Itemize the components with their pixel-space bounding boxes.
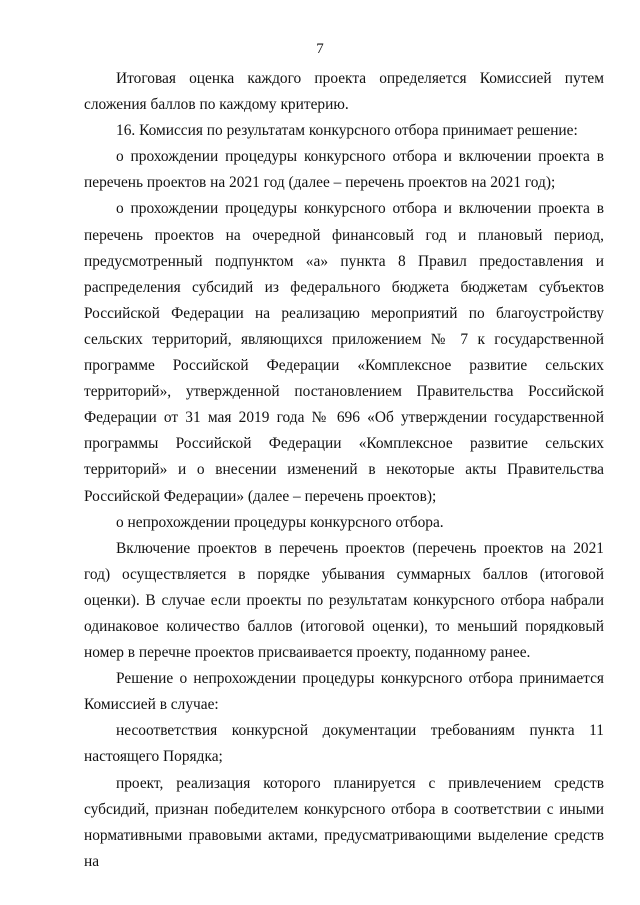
page-number: 7 bbox=[316, 41, 324, 57]
paragraph-item-16: 16. Комиссия по результатам конкурсного отбора принимает решение: bbox=[116, 122, 578, 140]
document-body bbox=[84, 66, 604, 875]
paragraph-inclusion-order: Включение проектов в перечень проектов (перечень проектов на 2021 год) осуществляется в порядке убывания суммарных баллов (итоговой оценки). В случае если проекты по результатам конкурсного отбора набрали одинаковое количество баллов (итоговой оценки), то меньший порядковый номер в перечне проектов присваивается проекту, поданному ранее. bbox=[84, 539, 604, 662]
paragraph-decision-planned-period: о прохождении процедуры конкурсного отбора и включении проекта в перечень проектов на очередной финансовый год и плановый период, предусмотренный подпунктом «а» пункта 8 Правил предоставления и распределения субсидий из федерального бюджета бюджетам субъектов Российской Федерации на реализацию мероприятий по благоустройству сельских территорий, являющихся приложением № 7 к государственной программе Российской Федерации «Комплексное развитие сельских территорий», утвержденной постановлением Правительства Российской Федерации от 31 мая 2019 года № 696 «Об утверждении государственной программы Российской Федерации «Комплексное развитие сельских территорий» и о внесении изменений в некоторые акты Правительства Российской Федерации» (далее – перечень проектов); bbox=[84, 200, 604, 505]
paragraph-final-score: Итоговая оценка каждого проекта определяется Комиссией путем сложения баллов по каждому критерию. bbox=[84, 70, 604, 114]
paragraph-decision-rejection: о непрохождении процедуры конкурсного отбора. bbox=[116, 513, 444, 531]
paragraph-case-nonconformity: несоответствия конкурсной документации требованиям пункта 11 настоящего Порядка; bbox=[84, 722, 604, 766]
paragraph-decision-2021: о прохождении процедуры конкурсного отбора и включении проекта в перечень проектов на 2021 год (далее – перечень проектов на 2021 год); bbox=[84, 148, 604, 192]
paragraph-rejection-cases: Решение о непрохождении процедуры конкурсного отбора принимается Комиссией в случае: bbox=[84, 670, 604, 714]
paragraph-case-other-winner: проект, реализация которого планируется с привлечением средств субсидий, признан победителем конкурсного отбора в соответствии с иными нормативными правовыми актами, предусматривающими выделение средств на bbox=[84, 774, 604, 870]
